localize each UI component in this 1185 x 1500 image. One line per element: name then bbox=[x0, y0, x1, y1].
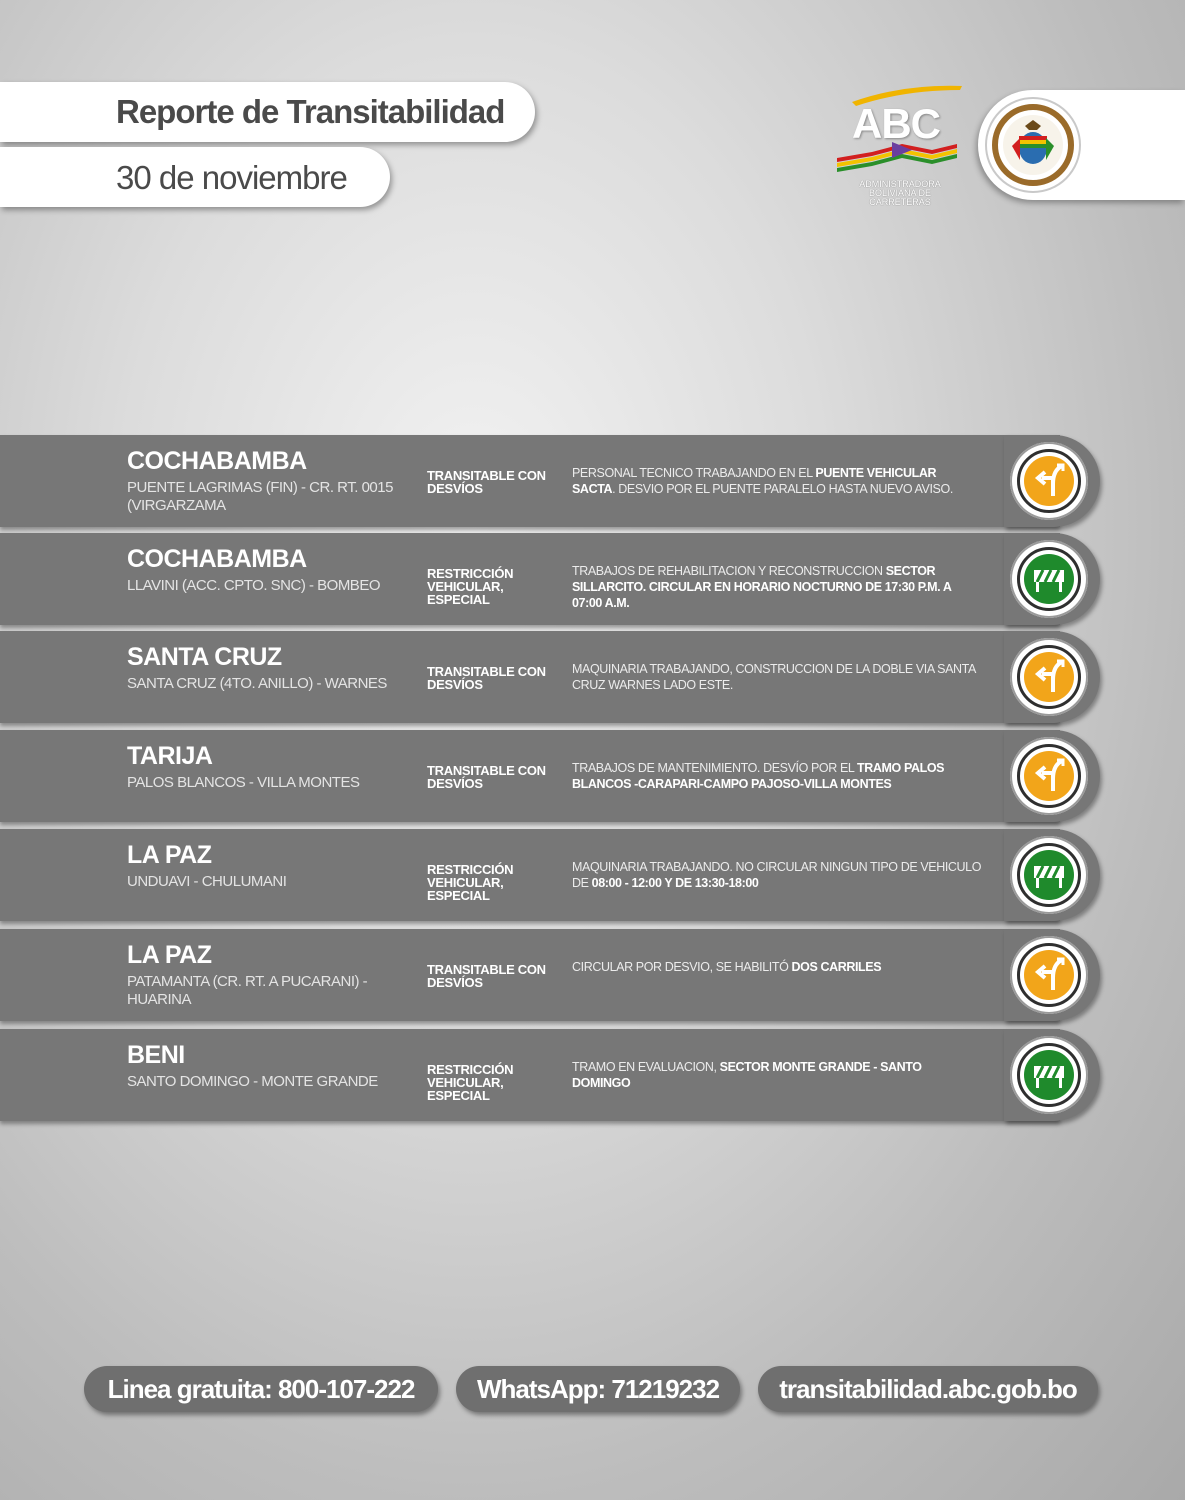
date-pill bbox=[0, 147, 390, 207]
condition-description bbox=[572, 465, 982, 497]
road-status: TRANSITABLE CON DESVÍOS bbox=[427, 468, 546, 496]
status-icon-ring bbox=[1010, 936, 1088, 1014]
road-report-row bbox=[0, 730, 1100, 822]
barrier-icon bbox=[1017, 1043, 1081, 1107]
road-status: RESTRICCIÓN VEHICULAR, ESPECIAL bbox=[427, 566, 514, 607]
condition-description bbox=[572, 661, 982, 693]
road-report-row bbox=[0, 829, 1100, 921]
barrier-icon bbox=[1017, 547, 1081, 611]
abc-subtitle: ADMINISTRADORA BOLIVIANA DE CARRETERAS bbox=[859, 179, 941, 207]
description-text: TRABAJOS DE MANTENIMIENTO. DESVÍO POR EL bbox=[572, 761, 858, 775]
status-icon-ring bbox=[1010, 638, 1088, 716]
status-icon-ring bbox=[1010, 836, 1088, 914]
description-text: MAQUINARIA TRABAJANDO, CONSTRUCCION DE LA DOBLE VIA SANTA CRUZ WARNES LADO ESTE. bbox=[572, 662, 976, 692]
description-highlight: TRAMO PALOS BLANCOS -CARAPARI-CAMPO PAJOSO-VILLA MONTES bbox=[572, 761, 945, 791]
description-tail: . DESVIO POR EL PUENTE PARALELO HASTA NUEVO AVISO. bbox=[612, 482, 953, 496]
road-status: RESTRICCIÓN VEHICULAR, ESPECIAL bbox=[427, 1062, 514, 1103]
road-report-row bbox=[0, 435, 1100, 527]
road-report-row bbox=[0, 1029, 1100, 1121]
route-name: LLAVINI (ACC. CPTO. SNC) - BOMBEO bbox=[127, 577, 380, 594]
route-name: SANTO DOMINGO - MONTE GRANDE bbox=[127, 1073, 378, 1090]
department-name: COCHABAMBA bbox=[127, 545, 307, 573]
description-highlight: SECTOR MONTE GRANDE - SANTO DOMINGO bbox=[572, 1060, 922, 1090]
condition-description bbox=[572, 563, 982, 611]
description-highlight: SECTOR SILLARCITO. CIRCULAR EN HORARIO NOCTURNO DE 17:30 P.M. A 07:00 A.M. bbox=[572, 564, 952, 610]
abc-wordmark: ABC bbox=[852, 100, 940, 147]
department-name: LA PAZ bbox=[127, 841, 212, 869]
description-highlight: PUENTE VEHICULAR SACTA bbox=[572, 466, 937, 496]
condition-description bbox=[572, 760, 982, 792]
description-highlight: DOS CARRILES bbox=[791, 960, 882, 974]
department-name: LA PAZ bbox=[127, 941, 212, 969]
road-report-row bbox=[0, 929, 1100, 1021]
description-text: MAQUINARIA TRABAJANDO. NO CIRCULAR NINGUN TIPO DE VEHICULO DE bbox=[572, 860, 982, 890]
bolivia-presidency-seal-icon bbox=[984, 96, 1082, 194]
condition-description bbox=[572, 859, 982, 891]
detour-icon bbox=[1017, 744, 1081, 808]
route-name: PATAMANTA (CR. RT. A PUCARANI) - HUARINA bbox=[127, 973, 368, 1008]
description-highlight: 08:00 - 12:00 Y DE 13:30-18:00 bbox=[591, 876, 759, 890]
status-icon-ring bbox=[1010, 1036, 1088, 1114]
description-text: TRAMO EN EVALUACION, bbox=[572, 1060, 720, 1074]
road-report-row bbox=[0, 631, 1100, 723]
description-text: TRABAJOS DE REHABILITACION Y RECONSTRUCCION bbox=[572, 564, 886, 578]
description-text: PERSONAL TECNICO TRABAJANDO EN EL bbox=[572, 466, 816, 480]
website-link[interactable]: transitabilidad.abc.gob.bo bbox=[758, 1366, 1098, 1412]
road-status: TRANSITABLE CON DESVÍOS bbox=[427, 763, 546, 791]
description-text: CIRCULAR POR DESVIO, SE HABILITÓ bbox=[572, 960, 792, 974]
abc-logo bbox=[832, 82, 967, 212]
detour-icon bbox=[1017, 645, 1081, 709]
route-name: PALOS BLANCOS - VILLA MONTES bbox=[127, 774, 360, 791]
department-name: SANTA CRUZ bbox=[127, 643, 282, 671]
toll-free-line[interactable]: Linea gratuita: 800-107-222 bbox=[84, 1366, 438, 1412]
road-status: RESTRICCIÓN VEHICULAR, ESPECIAL bbox=[427, 862, 514, 903]
route-name: UNDUAVI - CHULUMANI bbox=[127, 873, 287, 890]
status-icon-ring bbox=[1010, 442, 1088, 520]
route-name: SANTA CRUZ (4TO. ANILLO) - WARNES bbox=[127, 675, 387, 692]
condition-description bbox=[572, 1059, 982, 1091]
road-status: TRANSITABLE CON DESVÍOS bbox=[427, 962, 546, 990]
report-date: 30 de noviembre bbox=[116, 159, 347, 196]
page-title: Reporte de Transitabilidad bbox=[116, 93, 505, 130]
department-name: BENI bbox=[127, 1041, 185, 1069]
seal-pill bbox=[978, 90, 1185, 200]
road-status: TRANSITABLE CON DESVÍOS bbox=[427, 664, 546, 692]
barrier-icon bbox=[1017, 843, 1081, 907]
title-pill bbox=[0, 82, 535, 142]
detour-icon bbox=[1017, 943, 1081, 1007]
department-name: COCHABAMBA bbox=[127, 447, 307, 475]
road-report-row bbox=[0, 533, 1100, 625]
whatsapp-contact[interactable]: WhatsApp: 71219232 bbox=[456, 1366, 740, 1412]
detour-icon bbox=[1017, 449, 1081, 513]
condition-description bbox=[572, 959, 982, 975]
department-name: TARIJA bbox=[127, 742, 213, 770]
status-icon-ring bbox=[1010, 737, 1088, 815]
status-icon-ring bbox=[1010, 540, 1088, 618]
route-name: PUENTE LAGRIMAS (FIN) - CR. RT. 0015 (VIRGARZAMA bbox=[127, 479, 393, 514]
